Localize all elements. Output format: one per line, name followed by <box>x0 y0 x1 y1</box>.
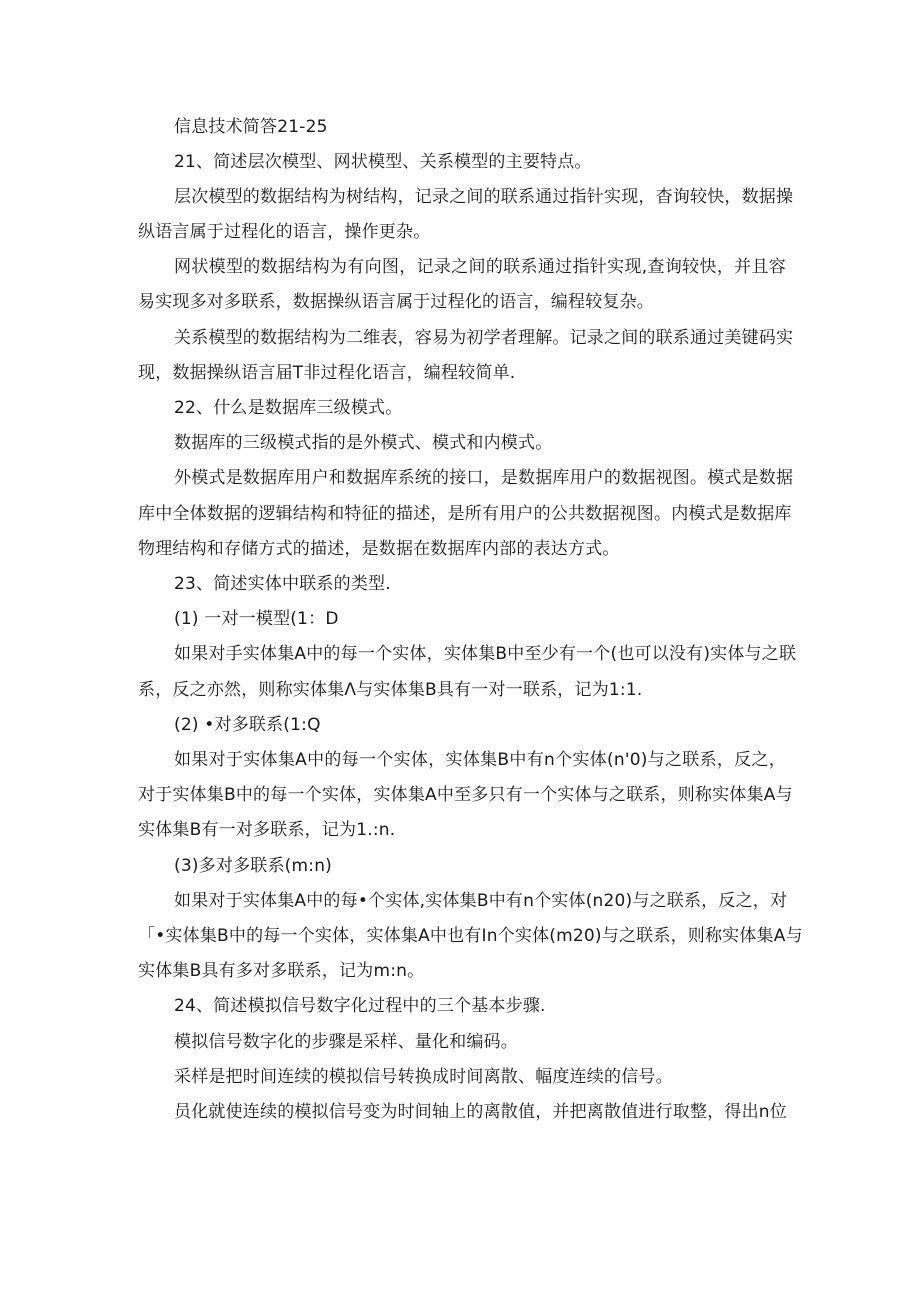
paragraph-line: 员化就使连续的模拟信号变为时间轴上的离散值，并把离散值进行取整，得出n位 <box>174 1102 787 1122</box>
paragraph-line: 如果对于实体集A中的每•个实体,实体集B中有n个实体(n20)与之联系，反之，对 <box>174 891 788 911</box>
subheading-one-to-one: (1) 一对一模型(1：D <box>174 609 339 629</box>
paragraph-line: 如果对于实体集A中的每一个实体，实体集B中有n个实体(n'0)与之联系，反之， <box>174 750 786 770</box>
paragraph-line: 对于实体集B中的每一个实体，实体集A中至多只有一个实体与之联系，则称实体集A与 <box>138 785 793 805</box>
paragraph-line: 现，数据操纵语言届T非过程化语言，编程较简单. <box>138 363 516 383</box>
paragraph-line: 如果对手实体集A中的每一个实体，实体集B中至少有一个(也可以没有)实体与之联 <box>174 644 797 664</box>
paragraph-line: 纵语言属于过程化的语言，操作更杂。 <box>138 222 431 242</box>
paragraph-line: 模拟信号数字化的步骤是采样、量化和编码。 <box>174 1032 518 1052</box>
paragraph-line: 「•实体集B中的每一个实体，实体集A中也有In个实体(m20)与之联系，则称实体集A与 <box>138 926 803 946</box>
question-24-heading: 24、简述模拟信号数字化过程中的三个基本步骤. <box>174 996 546 1016</box>
paragraph-line: 物理结构和存储方式的描述，是数据在数据库内部的表达方式。 <box>138 539 620 559</box>
question-23-heading: 23、简述实体中联系的类型. <box>174 574 391 594</box>
paragraph-line: 采样是把时间连续的模拟信号转换成时间离散、幅度连续的信号。 <box>174 1067 673 1087</box>
question-21-heading: 21、简述层次模型、网状模型、关系模型的主要特点。 <box>174 152 592 172</box>
paragraph-line: 关系模型的数据结构为二维表，容易为初学者理解。记录之间的联系通过美键码实 <box>174 328 794 348</box>
paragraph-line: 实体集B具有多对多联系，记为m:n。 <box>138 961 425 981</box>
paragraph-line: 实体集B有一对多联系，记为1.:n. <box>138 820 396 840</box>
paragraph-line: 系，反之亦然，则称实体集Λ与实体集B具有一对一联系，记为1:1. <box>138 680 643 700</box>
subheading-one-to-many: (2) •对多联系(1:Q <box>174 715 321 735</box>
paragraph-line: 库中全体数据的逻辑结构和特征的描述，是所有用户的公共数据视图。内模式是数据库 <box>138 504 792 524</box>
document-title: 信息技术简答21-25 <box>174 117 328 137</box>
question-22-heading: 22、什么是数据库三级模式。 <box>174 398 403 418</box>
subheading-many-to-many: (3)多对多联系(m:n) <box>174 856 333 876</box>
paragraph-line: 层次模型的数据结构为树结构，记录之间的联系通过指针实现，杳询较快，数据操 <box>174 187 794 207</box>
paragraph-line: 数据库的三级模式指的是外模式、模式和内模式。 <box>174 433 553 453</box>
paragraph-line: 外模式是数据库用户和数据库系统的接口，是数据库用户的数据视图。模式是数据 <box>174 468 794 488</box>
paragraph-line: 易实现多对多联系，数据操纵语言属于过程化的语言，编程较复杂。 <box>138 292 654 312</box>
paragraph-line: 网状模型的数据结构为有向图，记录之间的联系通过指针实现,查询较快，并且容 <box>174 257 786 277</box>
